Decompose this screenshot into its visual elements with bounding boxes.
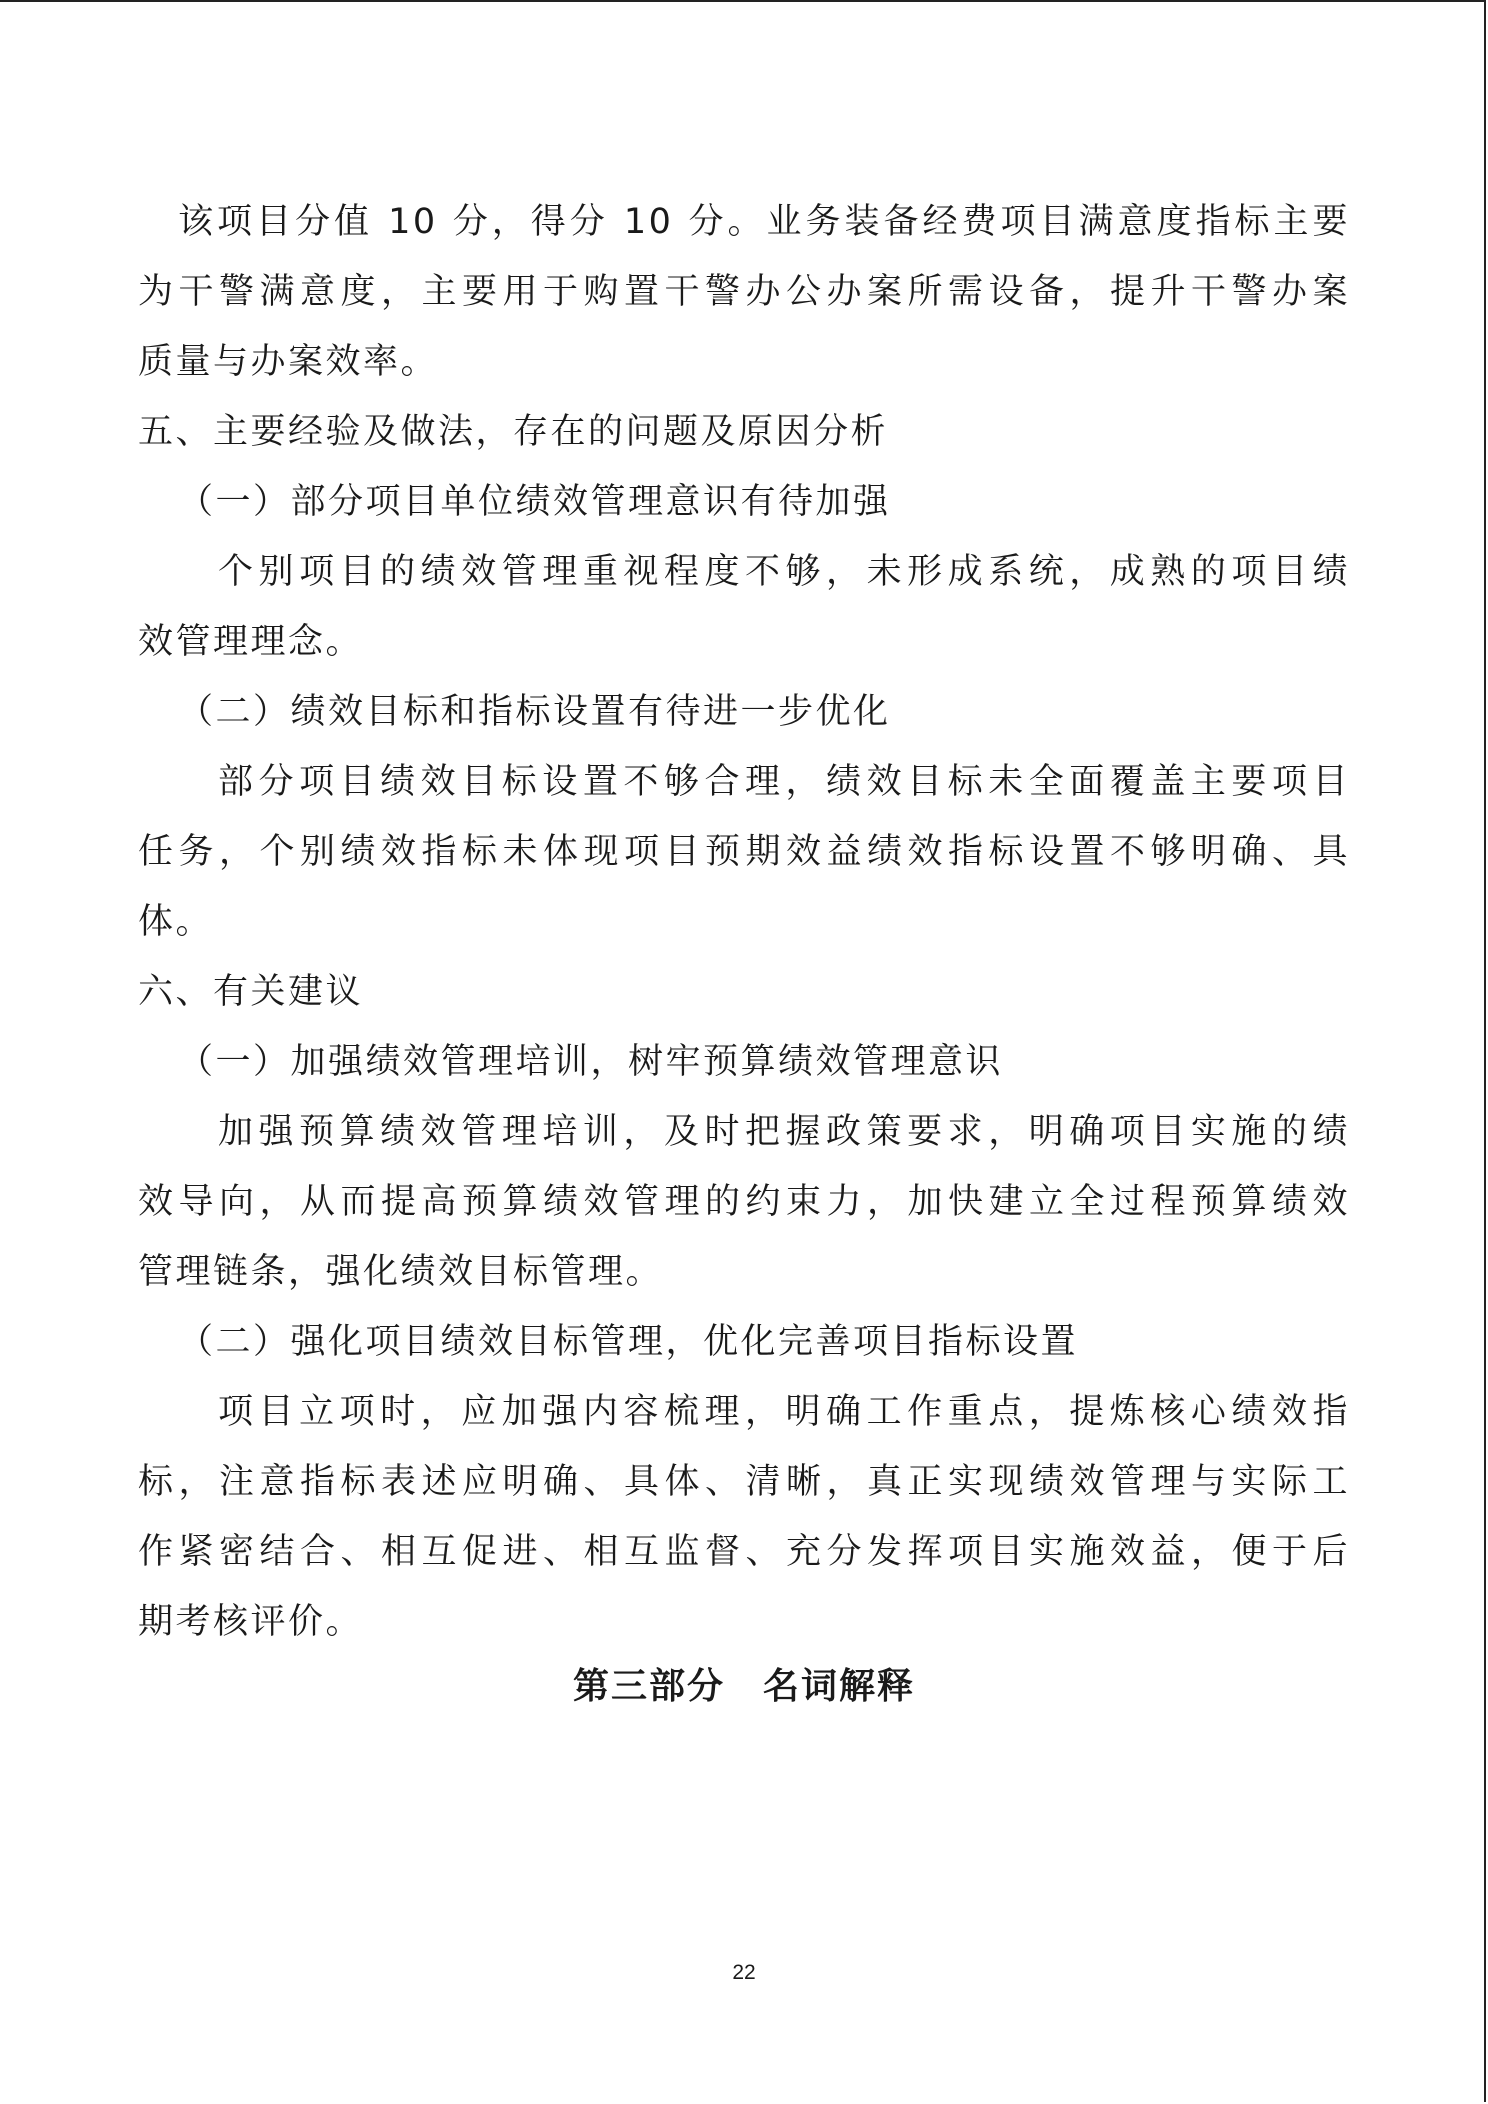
heading-level-1: 六、有关建议: [138, 972, 364, 1012]
heading-level-2: （二）强化项目绩效目标管理，优化完善项目指标设置: [178, 1322, 1079, 1362]
paragraph-line: 个别项目的绩效管理重视程度不够，未形成系统，成熟的项目绩: [218, 552, 1350, 592]
paragraph-line: 质量与办案效率。: [138, 342, 439, 382]
paragraph-line: 项目立项时，应加强内容梳理，明确工作重点，提炼核心绩效指: [218, 1392, 1350, 1432]
paragraph-line: 标，注意指标表述应明确、具体、清晰，真正实现绩效管理与实际工: [138, 1462, 1350, 1502]
heading-level-2: （二）绩效目标和指标设置有待进一步优化: [178, 692, 891, 732]
paragraph-line: 作紧密结合、相互促进、相互监督、充分发挥项目实施效益，便于后: [138, 1532, 1350, 1572]
paragraph-line: 体。: [138, 902, 214, 942]
paragraph-line: 部分项目绩效目标设置不够合理，绩效目标未全面覆盖主要项目: [218, 762, 1350, 802]
paragraph-line: 效导向，从而提高预算绩效管理的约束力，加快建立全过程预算绩效: [138, 1182, 1350, 1222]
section-title: 第三部分 名词解释: [572, 1666, 915, 1707]
paragraph-line: 任务，个别绩效指标未体现项目预期效益绩效指标设置不够明确、具: [138, 832, 1350, 872]
paragraph-line: 管理链条，强化绩效目标管理。: [138, 1252, 664, 1292]
heading-level-2: （一）部分项目单位绩效管理意识有待加强: [178, 482, 891, 522]
paragraph-line: 该项目分值 10 分，得分 10 分。业务装备经费项目满意度指标主要: [178, 202, 1350, 242]
heading-level-2: （一）加强绩效管理培训，树牢预算绩效管理意识: [178, 1042, 1004, 1082]
page-number: 22: [732, 1961, 756, 1984]
paragraph-line: 期考核评价。: [138, 1602, 364, 1642]
paragraph-line: 效管理理念。: [138, 622, 364, 662]
heading-level-1: 五、主要经验及做法，存在的问题及原因分析: [138, 412, 889, 452]
paragraph-line: 为干警满意度，主要用于购置干警办公办案所需设备，提升干警办案: [138, 272, 1350, 312]
paragraph-line: 加强预算绩效管理培训，及时把握政策要求，明确项目实施的绩: [218, 1112, 1350, 1152]
document-body: [138, 187, 1350, 1657]
